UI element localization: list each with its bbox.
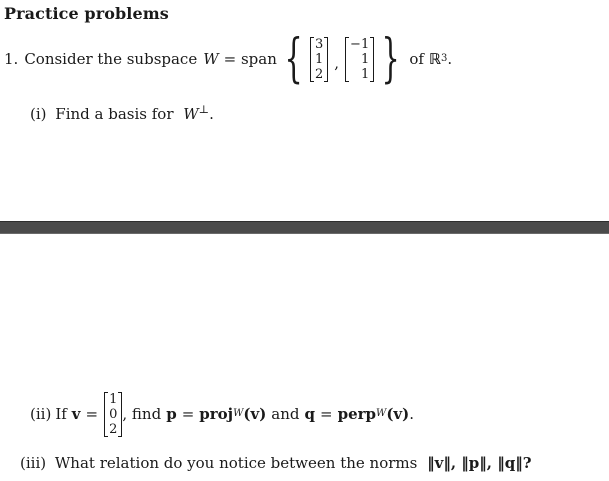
vector-b-entry: 1 bbox=[360, 66, 370, 82]
page-title: Practice problems bbox=[4, 4, 169, 23]
part-iii-text: What relation do you notice between the norms bbox=[54, 454, 418, 472]
find-text: , find bbox=[122, 405, 162, 423]
vector-a-entry: 3 bbox=[314, 36, 324, 52]
real-space-symbol: ℝ bbox=[428, 50, 441, 68]
vector-a-entry: 1 bbox=[314, 51, 324, 67]
part-iii bbox=[20, 453, 531, 473]
divider-bar bbox=[0, 221, 609, 234]
part-i-text: Find a basis for bbox=[55, 105, 174, 123]
vector-separator: , bbox=[334, 54, 340, 72]
proj-subscript: W bbox=[233, 408, 244, 419]
subspace-symbol: W bbox=[183, 105, 199, 123]
perp-operator: perp bbox=[337, 405, 377, 423]
part-i bbox=[30, 100, 214, 124]
vector-v-entry: 0 bbox=[109, 406, 118, 422]
proj-operator: proj bbox=[199, 405, 234, 423]
perp-symbol: ⊥ bbox=[198, 103, 210, 116]
vector-v-entry: 1 bbox=[109, 391, 118, 407]
and-text: and bbox=[271, 405, 300, 423]
of-text: of bbox=[409, 50, 424, 68]
part-ii bbox=[30, 383, 414, 445]
subspace-symbol: W bbox=[203, 50, 219, 68]
real-space-exponent: 3 bbox=[440, 53, 448, 64]
equals-sign: = bbox=[85, 405, 99, 423]
q-symbol: q bbox=[304, 405, 316, 423]
norms-expression: ‖v‖, ‖p‖, ‖q‖? bbox=[427, 454, 532, 472]
p-symbol: p bbox=[166, 405, 177, 423]
statement-period: . bbox=[447, 50, 453, 68]
vector-b-entry: −1 bbox=[350, 36, 370, 52]
part-i-period: . bbox=[209, 105, 214, 123]
problem-1-statement bbox=[4, 29, 453, 89]
vector-b bbox=[345, 37, 374, 82]
part-iii-label: (iii) bbox=[20, 454, 47, 472]
vector-b-entry: 1 bbox=[360, 51, 370, 67]
if-text: If bbox=[55, 405, 67, 423]
equals-span: = span bbox=[223, 50, 277, 68]
equals-sign: = bbox=[181, 405, 195, 423]
perp-argument: (v) bbox=[386, 405, 410, 423]
left-brace: { bbox=[284, 29, 303, 89]
vector-v bbox=[104, 392, 122, 437]
part-ii-period: . bbox=[409, 405, 415, 423]
right-brace: } bbox=[381, 29, 400, 89]
vector-a bbox=[310, 37, 328, 82]
part-ii-label: (ii) bbox=[30, 405, 52, 423]
perp-subscript: W bbox=[376, 408, 387, 419]
equals-sign: = bbox=[320, 405, 333, 423]
vector-v-entry: 2 bbox=[109, 421, 118, 437]
proj-argument: (v) bbox=[243, 405, 267, 423]
problem-text: Consider the subspace bbox=[24, 50, 198, 68]
part-i-label: (i) bbox=[30, 105, 47, 123]
vector-a-entry: 2 bbox=[314, 66, 324, 82]
problem-number: 1. bbox=[4, 50, 19, 68]
vector-v-symbol: v bbox=[71, 405, 81, 423]
